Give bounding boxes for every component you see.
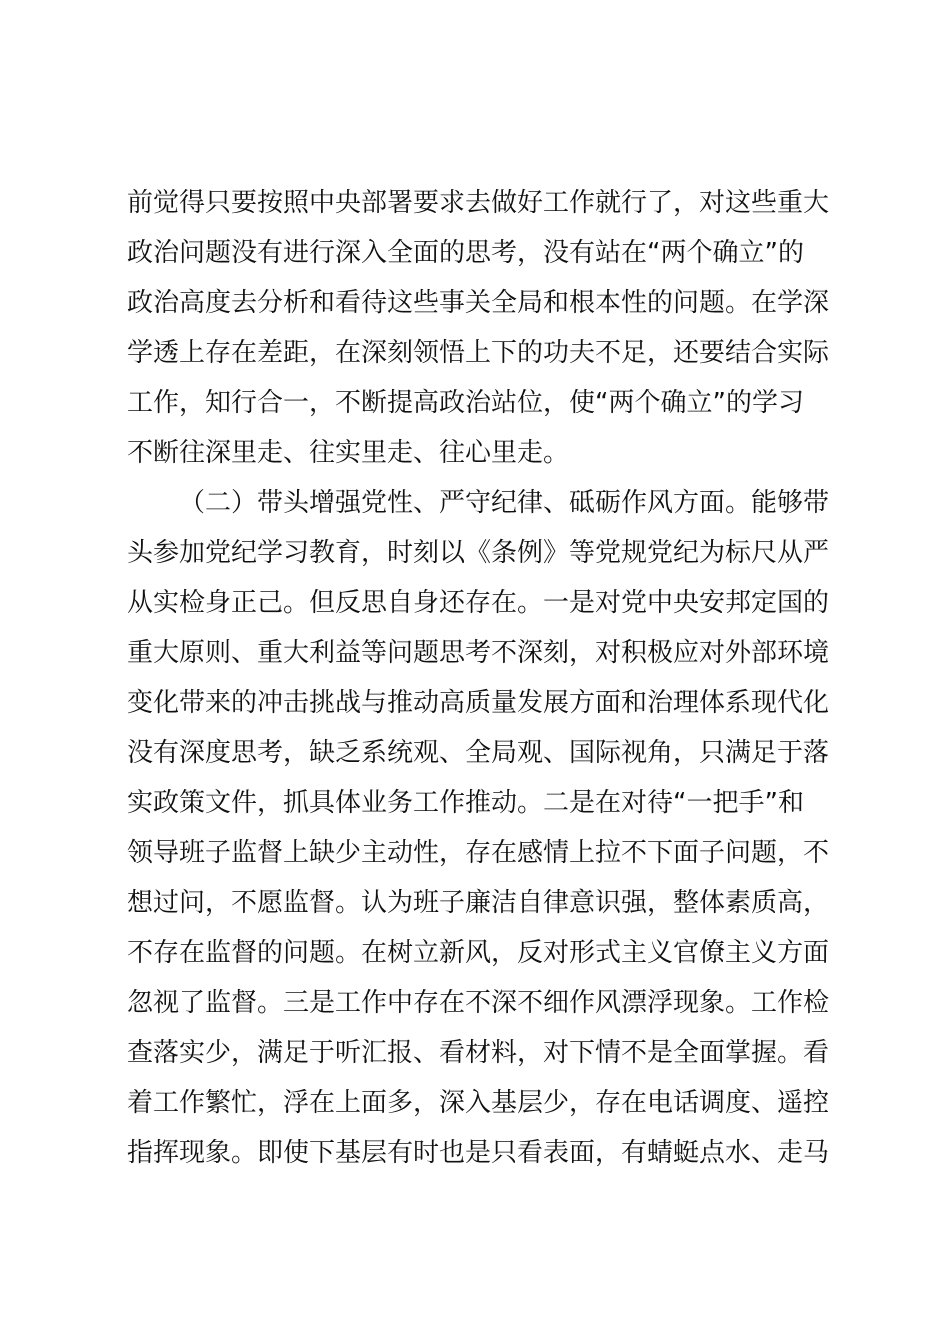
text-line: 没有深度思考，缺乏系统观、全局观、国际视角，只满足于落	[127, 738, 830, 768]
body-text	[127, 178, 847, 1178]
text-line: 头参加党纪学习教育，时刻以《条例》等党规党纪为标尺从严	[127, 538, 830, 568]
text-line: 学透上存在差距，在深刻领悟上下的功夫不足，还要结合实际	[127, 338, 830, 368]
text-line: 工作，知行合一，不断提高政治站位，使“两个确立”的学习	[127, 388, 804, 418]
text-line: 从实检身正己。但反思自身还存在。一是对党中央安邦定国的	[127, 588, 830, 618]
text-line: 领导班子监督上缺少主动性，存在感情上拉不下面子问题，不	[127, 838, 830, 868]
text-line: 着工作繁忙，浮在上面多，深入基层少，存在电话调度、遥控	[127, 1088, 830, 1118]
text-line: 不存在监督的问题。在树立新风，反对形式主义官僚主义方面	[127, 938, 830, 968]
text-line: 不断往深里走、往实里走、往心里走。	[127, 438, 570, 468]
text-line: 重大原则、重大利益等问题思考不深刻，对积极应对外部环境	[127, 638, 830, 668]
section-heading-line: （二）带头增强党性、严守纪律、砥砺作风方面。能够带	[179, 488, 830, 518]
text-line: 想过问，不愿监督。认为班子廉洁自律意识强，整体素质高，	[127, 888, 830, 918]
text-line: 实政策文件，抓具体业务工作推动。二是在对待“一把手”和	[127, 788, 804, 818]
text-line: 变化带来的冲击挑战与推动高质量发展方面和治理体系现代化	[127, 688, 830, 718]
text-line: 指挥现象。即使下基层有时也是只看表面，有蜻蜓点水、走马	[127, 1138, 830, 1168]
text-line: 查落实少，满足于听汇报、看材料，对下情不是全面掌握。看	[127, 1038, 830, 1068]
text-line: 政治高度去分析和看待这些事关全局和根本性的问题。在学深	[127, 288, 830, 318]
text-line: 前觉得只要按照中央部署要求去做好工作就行了，对这些重大	[127, 188, 830, 218]
text-line: 政治问题没有进行深入全面的思考，没有站在“两个确立”的	[127, 238, 804, 268]
text-line: 忽视了监督。三是工作中存在不深不细作风漂浮现象。工作检	[127, 988, 830, 1018]
